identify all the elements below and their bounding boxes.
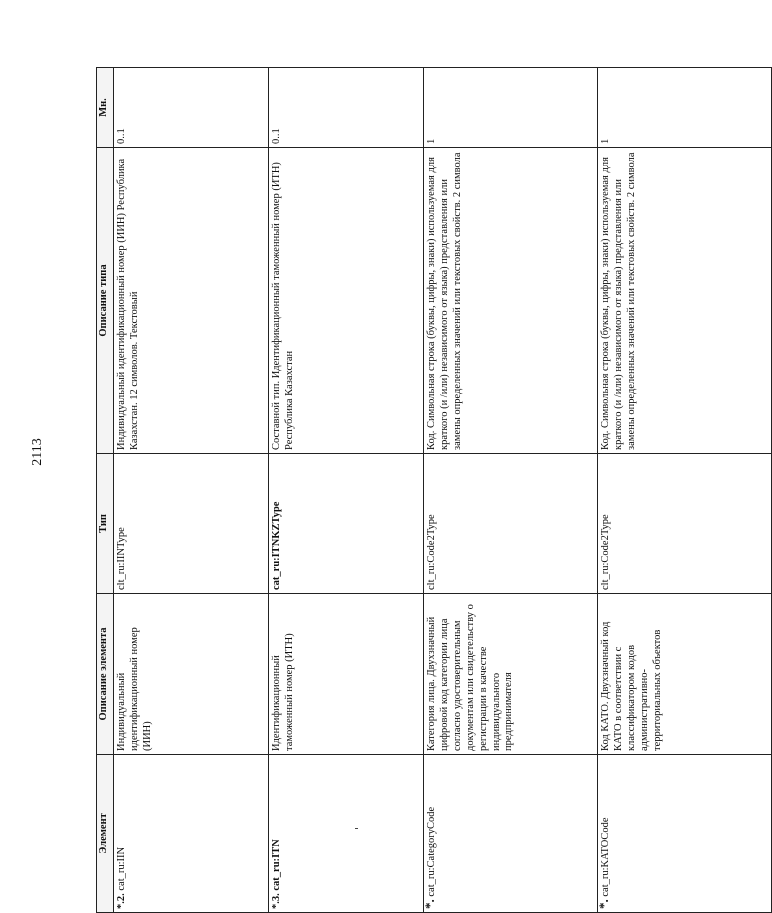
cell-element bbox=[424, 755, 598, 913]
row-number: *.3. bbox=[271, 893, 282, 909]
cell-element bbox=[269, 755, 424, 913]
cell-multiplicity: 1 bbox=[424, 68, 598, 148]
cell-element bbox=[114, 755, 269, 913]
row-number: *.2. bbox=[116, 893, 127, 909]
cell-element-description: Код КАТО. Двухзначный код КАТО в соответствии с классификатором кодов административно-территориальных объектов bbox=[598, 594, 772, 755]
table-row bbox=[114, 68, 269, 913]
cell-element-description: Категория лица. Двухзначный цифровой код категории лица согласно удостоверительным документам или свидетельству о регистрации в качестве индивидуального предпринимателя bbox=[424, 594, 598, 755]
table-row bbox=[424, 68, 598, 913]
cell-type: clt_ru:IINType bbox=[114, 454, 269, 594]
header-type-description: Описание типа bbox=[97, 148, 114, 454]
cell-type-description: Составной тип. Идентификационный таможенный номер (ИТН) Республика Казахстан bbox=[269, 148, 424, 454]
cell-multiplicity: 1 bbox=[598, 68, 772, 148]
cell-type: clt_ru:Code2Type bbox=[424, 454, 598, 594]
table-header-row bbox=[97, 68, 114, 913]
cell-type: clt_ru:Code2Type bbox=[598, 454, 772, 594]
element-name: cat_ru:ITN bbox=[271, 839, 282, 891]
row-number: *. bbox=[422, 899, 437, 909]
table-container bbox=[96, 68, 663, 913]
table-row bbox=[598, 68, 772, 913]
row-number: *. bbox=[596, 899, 611, 909]
cell-element-description: Идентификационный таможенный номер (ИТН) bbox=[269, 594, 424, 755]
cell-type-description: Индивидуальный идентификационный номер (ИИН) Республика Казахстан. 12 символов. Текстовый bbox=[114, 148, 269, 454]
cell-type-description: Код. Символьная строка (буквы, цифры, знаки) используемая для краткого (и /или) независимого от языка) представления или замены определенных значений или текстовых свойств. 2 символа bbox=[424, 148, 598, 454]
table-row bbox=[269, 68, 424, 913]
cell-element bbox=[598, 755, 772, 913]
header-element: Элемент bbox=[97, 755, 114, 913]
element-name: cat_ru:CategoryCode bbox=[426, 806, 437, 897]
header-multiplicity: Мн. bbox=[97, 68, 114, 148]
header-type: Тип bbox=[97, 454, 114, 594]
cell-multiplicity: 0..1 bbox=[114, 68, 269, 148]
cell-type-description: Код. Символьная строка (буквы, цифры, знаки) используемая для краткого (и /или) независимого от языка) представления или замены определенных значений или текстовых свойств. 2 символа bbox=[598, 148, 772, 454]
element-name: cat_ru:KATOCode bbox=[600, 817, 611, 897]
cell-multiplicity: 0..1 bbox=[269, 68, 424, 148]
cell-type: cat_ru:ITNKZType bbox=[269, 454, 424, 594]
element-name: cat_ru:IIN bbox=[116, 846, 127, 891]
page-number: 2113 bbox=[30, 438, 45, 466]
data-table bbox=[96, 67, 772, 913]
cell-element-description: Индивидуальный идентификационный номер (ИИН) bbox=[114, 594, 269, 755]
header-element-description: Описание элемента bbox=[97, 594, 114, 755]
